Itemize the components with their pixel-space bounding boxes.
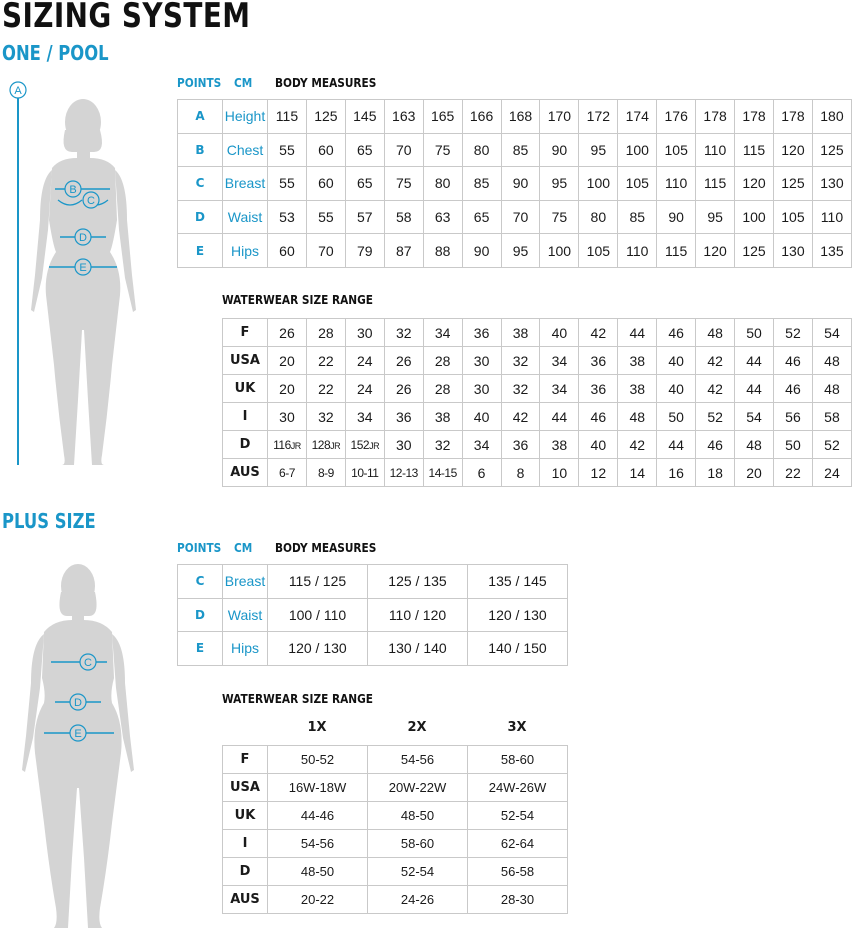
marker-e: E [79, 262, 87, 274]
size-value: 12-13 [384, 459, 423, 487]
size-system-label: USA [223, 774, 268, 802]
marker-b: B [69, 184, 77, 196]
size-value: 48 [618, 403, 657, 431]
size-value-value: 128 [311, 437, 331, 452]
size-value: 26 [384, 375, 423, 403]
size-value: 10-11 [345, 459, 384, 487]
measure-value: 120 / 130 [468, 598, 568, 632]
measure-value: 100 [618, 133, 657, 167]
size-value: 46 [773, 375, 812, 403]
measure-label: Chest [223, 133, 268, 167]
table-row [223, 802, 568, 830]
measure-value: 125 [773, 167, 812, 201]
measure-value: 60 [268, 234, 307, 268]
plus-size-range-table [222, 745, 568, 914]
size-value: 36 [462, 319, 501, 347]
measure-value: 75 [384, 167, 423, 201]
size-value: 20 [268, 375, 307, 403]
table-row [178, 598, 568, 632]
table-row [178, 632, 568, 666]
size-value-value: 116 [273, 437, 291, 452]
size-value: 40 [540, 319, 579, 347]
size-value: 50 [657, 403, 696, 431]
table-row [223, 459, 852, 487]
measure-label: Hips [223, 234, 268, 268]
measure-value: 110 [812, 200, 851, 234]
size-value: 46 [657, 319, 696, 347]
measure-value: 178 [696, 100, 735, 134]
measure-value: 65 [345, 167, 384, 201]
body-figure-plus-size [0, 558, 150, 943]
table-row [223, 319, 852, 347]
size-value: 58-60 [468, 746, 568, 774]
size-value: 58-60 [368, 830, 468, 858]
size-value: 28 [306, 319, 345, 347]
page-title: SIZING SYSTEM [2, 0, 251, 36]
size-value: 20 [268, 347, 307, 375]
table-row [223, 830, 568, 858]
size-value: 10 [540, 459, 579, 487]
size-value: 20W-22W [368, 774, 468, 802]
size-value: 42 [696, 347, 735, 375]
size-value: 44 [618, 319, 657, 347]
size-value: 48 [812, 375, 851, 403]
size-value: 14 [618, 459, 657, 487]
measure-value: 178 [773, 100, 812, 134]
size-system-label: USA [223, 347, 268, 375]
size-value: 14-15 [423, 459, 462, 487]
size-system-label: I [223, 830, 268, 858]
size-value: 32 [384, 319, 423, 347]
junior-suffix: JR [330, 440, 341, 451]
measure-value: 130 / 140 [368, 632, 468, 666]
plus-marker-c: C [84, 657, 92, 669]
size-value: 24 [345, 375, 384, 403]
size-value: 42 [501, 403, 540, 431]
size-value-value: 152 [350, 437, 370, 452]
size-value: 34 [345, 403, 384, 431]
measure-value: 130 [812, 167, 851, 201]
table-row [223, 858, 568, 886]
measure-value: 120 [696, 234, 735, 268]
size-col-2x: 2X [407, 720, 427, 735]
size-value: 34 [423, 319, 462, 347]
size-value: 50 [735, 319, 774, 347]
size-value: 48 [696, 319, 735, 347]
size-system-label: D [223, 858, 268, 886]
size-system-label: UK [223, 802, 268, 830]
measure-value: 125 [735, 234, 774, 268]
size-value: 32 [501, 375, 540, 403]
size-value: 42 [618, 431, 657, 459]
size-value: 44 [735, 347, 774, 375]
measure-value: 90 [540, 133, 579, 167]
size-value: 44 [657, 431, 696, 459]
table-row [223, 347, 852, 375]
measure-value: 57 [345, 200, 384, 234]
size-value: 40 [462, 403, 501, 431]
plus-size-range-title: WATERWEAR SIZE RANGE [222, 692, 374, 706]
measure-value: 95 [501, 234, 540, 268]
measure-value: 90 [657, 200, 696, 234]
measure-value: 180 [812, 100, 851, 134]
size-value: 20-22 [268, 886, 368, 914]
measure-label: Height [223, 100, 268, 134]
size-value: 32 [501, 347, 540, 375]
section-heading-plus-size: PLUS SIZE [2, 509, 96, 533]
size-value: 30 [384, 431, 423, 459]
size-value: 6 [462, 459, 501, 487]
measure-value: 85 [618, 200, 657, 234]
measure-value: 70 [306, 234, 345, 268]
measure-value: 95 [579, 133, 618, 167]
size-value: 44-46 [268, 802, 368, 830]
size-range-table [222, 318, 852, 487]
measure-label: Breast [223, 167, 268, 201]
size-value: 48 [812, 347, 851, 375]
size-value: 38 [618, 347, 657, 375]
size-value: 28 [423, 375, 462, 403]
body-figure-one-pool [0, 80, 150, 555]
marker-a: A [14, 85, 22, 97]
measure-label: Waist [223, 598, 268, 632]
size-value: 24 [345, 347, 384, 375]
measure-value: 168 [501, 100, 540, 134]
size-value: 12 [579, 459, 618, 487]
measure-value: 65 [345, 133, 384, 167]
measure-value: 163 [384, 100, 423, 134]
size-value: 26 [384, 347, 423, 375]
measure-value: 90 [462, 234, 501, 268]
measure-value: 55 [268, 133, 307, 167]
size-value: 26 [268, 319, 307, 347]
table-row [223, 746, 568, 774]
size-value: 36 [501, 431, 540, 459]
measure-value: 75 [540, 200, 579, 234]
table-row [178, 565, 568, 599]
measure-value: 75 [423, 133, 462, 167]
measure-value: 120 [735, 167, 774, 201]
measure-value: 70 [501, 200, 540, 234]
size-value: 52 [773, 319, 812, 347]
size-value: 44 [735, 375, 774, 403]
table-row [178, 100, 852, 134]
measure-value: 135 / 145 [468, 565, 568, 599]
size-value: 52-54 [368, 858, 468, 886]
measure-value: 60 [306, 133, 345, 167]
size-value: 50 [773, 431, 812, 459]
size-value [268, 431, 307, 459]
measure-value: 172 [579, 100, 618, 134]
measure-value: 110 [657, 167, 696, 201]
size-value: 54-56 [368, 746, 468, 774]
size-value: 38 [423, 403, 462, 431]
measure-value: 115 [657, 234, 696, 268]
measure-value: 130 [773, 234, 812, 268]
size-value: 40 [657, 347, 696, 375]
size-value: 48-50 [368, 802, 468, 830]
section-heading-one-pool: ONE / POOL [2, 41, 109, 65]
measure-value: 105 [657, 133, 696, 167]
plus-body-measures-table [177, 564, 568, 666]
measure-value: 120 [773, 133, 812, 167]
size-value: 28-30 [468, 886, 568, 914]
table-row [223, 375, 852, 403]
body-measures-table [177, 99, 852, 268]
size-value: 40 [657, 375, 696, 403]
size-value: 24 [812, 459, 851, 487]
measure-value: 80 [423, 167, 462, 201]
measure-label: Hips [223, 632, 268, 666]
size-value: 30 [462, 347, 501, 375]
size-value: 44 [540, 403, 579, 431]
plus-points-header: POINTS [177, 541, 222, 555]
measure-value: 90 [501, 167, 540, 201]
measure-value: 100 / 110 [268, 598, 368, 632]
size-range-title: WATERWEAR SIZE RANGE [222, 293, 374, 307]
size-value: 24-26 [368, 886, 468, 914]
measure-value: 87 [384, 234, 423, 268]
size-value: 42 [579, 319, 618, 347]
size-value: 34 [540, 347, 579, 375]
size-value: 56-58 [468, 858, 568, 886]
measure-value: 105 [773, 200, 812, 234]
measure-value: 174 [618, 100, 657, 134]
measure-value: 170 [540, 100, 579, 134]
junior-suffix: JR [290, 440, 301, 451]
measure-value: 165 [423, 100, 462, 134]
size-value: 32 [423, 431, 462, 459]
measure-value: 125 [306, 100, 345, 134]
measure-value: 70 [384, 133, 423, 167]
measure-value: 88 [423, 234, 462, 268]
size-value: 20 [735, 459, 774, 487]
size-value: 18 [696, 459, 735, 487]
measure-label: Waist [223, 200, 268, 234]
measure-value: 80 [462, 133, 501, 167]
size-value: 52 [812, 431, 851, 459]
measure-value: 65 [462, 200, 501, 234]
measure-value: 115 [696, 167, 735, 201]
measure-value: 176 [657, 100, 696, 134]
table-row [223, 431, 852, 459]
size-value: 46 [773, 347, 812, 375]
measure-value: 79 [345, 234, 384, 268]
size-value: 52-54 [468, 802, 568, 830]
size-value: 62-64 [468, 830, 568, 858]
size-value: 34 [462, 431, 501, 459]
size-value: 22 [306, 375, 345, 403]
measure-value: 95 [696, 200, 735, 234]
measure-value: 115 [735, 133, 774, 167]
table-row [178, 167, 852, 201]
size-value: 24W-26W [468, 774, 568, 802]
point-letter: D [178, 200, 223, 234]
size-value: 38 [501, 319, 540, 347]
size-value: 30 [268, 403, 307, 431]
table-row [223, 774, 568, 802]
body-measures-header: BODY MEASURES [275, 76, 377, 90]
size-value: 36 [579, 347, 618, 375]
size-value: 34 [540, 375, 579, 403]
size-value: 16W-18W [268, 774, 368, 802]
point-letter: E [178, 234, 223, 268]
size-value: 38 [540, 431, 579, 459]
size-value: 54-56 [268, 830, 368, 858]
measure-value: 63 [423, 200, 462, 234]
plus-body-measures-header: BODY MEASURES [275, 541, 377, 555]
measure-value: 140 / 150 [468, 632, 568, 666]
measure-value: 115 / 125 [268, 565, 368, 599]
measure-value: 110 [696, 133, 735, 167]
plus-marker-d: D [74, 697, 82, 709]
size-col-1x: 1X [307, 720, 327, 735]
measure-value: 135 [812, 234, 851, 268]
measure-value: 110 / 120 [368, 598, 468, 632]
size-value: 48-50 [268, 858, 368, 886]
size-value: 54 [735, 403, 774, 431]
size-value: 36 [579, 375, 618, 403]
size-value: 40 [579, 431, 618, 459]
points-header: POINTS [177, 76, 222, 90]
measure-value: 100 [540, 234, 579, 268]
measure-value: 100 [579, 167, 618, 201]
point-letter: C [178, 565, 223, 599]
junior-suffix: JR [369, 440, 380, 451]
size-system-label: UK [223, 375, 268, 403]
measure-value: 145 [345, 100, 384, 134]
size-value: 32 [306, 403, 345, 431]
size-col-3x: 3X [507, 720, 527, 735]
measure-value: 55 [268, 167, 307, 201]
measure-value: 178 [735, 100, 774, 134]
table-row [223, 403, 852, 431]
size-system-label: D [223, 431, 268, 459]
size-value: 52 [696, 403, 735, 431]
size-system-label: F [223, 746, 268, 774]
point-letter: C [178, 167, 223, 201]
plus-marker-e: E [74, 728, 82, 740]
measure-value: 110 [618, 234, 657, 268]
size-value: 46 [696, 431, 735, 459]
size-value: 6-7 [268, 459, 307, 487]
measure-value: 55 [306, 200, 345, 234]
point-letter: A [178, 100, 223, 134]
size-system-label: AUS [223, 459, 268, 487]
size-value: 8 [501, 459, 540, 487]
point-letter: E [178, 632, 223, 666]
size-system-label: F [223, 319, 268, 347]
marker-c: C [87, 195, 95, 207]
size-value [306, 431, 345, 459]
table-row [178, 234, 852, 268]
size-value [345, 431, 384, 459]
size-value: 28 [423, 347, 462, 375]
measure-value: 115 [268, 100, 307, 134]
size-value: 30 [345, 319, 384, 347]
measure-value: 95 [540, 167, 579, 201]
size-value: 48 [735, 431, 774, 459]
size-system-label: AUS [223, 886, 268, 914]
point-letter: D [178, 598, 223, 632]
measure-value: 80 [579, 200, 618, 234]
size-value: 8-9 [306, 459, 345, 487]
table-row [178, 133, 852, 167]
size-system-label: I [223, 403, 268, 431]
measure-value: 120 / 130 [268, 632, 368, 666]
measure-value: 60 [306, 167, 345, 201]
measure-value: 53 [268, 200, 307, 234]
measure-value: 125 [812, 133, 851, 167]
table-row [223, 886, 568, 914]
measure-value: 100 [735, 200, 774, 234]
size-value: 22 [306, 347, 345, 375]
size-value: 42 [696, 375, 735, 403]
size-value: 50-52 [268, 746, 368, 774]
cm-header: CM [234, 76, 253, 90]
size-value: 56 [773, 403, 812, 431]
measure-value: 85 [501, 133, 540, 167]
measure-value: 58 [384, 200, 423, 234]
size-value: 16 [657, 459, 696, 487]
marker-d: D [79, 232, 87, 244]
size-value: 58 [812, 403, 851, 431]
table-row [178, 200, 852, 234]
measure-value: 85 [462, 167, 501, 201]
measure-value: 105 [618, 167, 657, 201]
measure-value: 105 [579, 234, 618, 268]
measure-value: 125 / 135 [368, 565, 468, 599]
measure-value: 166 [462, 100, 501, 134]
size-value: 54 [812, 319, 851, 347]
point-letter: B [178, 133, 223, 167]
measure-label: Breast [223, 565, 268, 599]
size-value: 36 [384, 403, 423, 431]
size-value: 46 [579, 403, 618, 431]
size-value: 30 [462, 375, 501, 403]
size-value: 22 [773, 459, 812, 487]
plus-cm-header: CM [234, 541, 253, 555]
size-value: 38 [618, 375, 657, 403]
